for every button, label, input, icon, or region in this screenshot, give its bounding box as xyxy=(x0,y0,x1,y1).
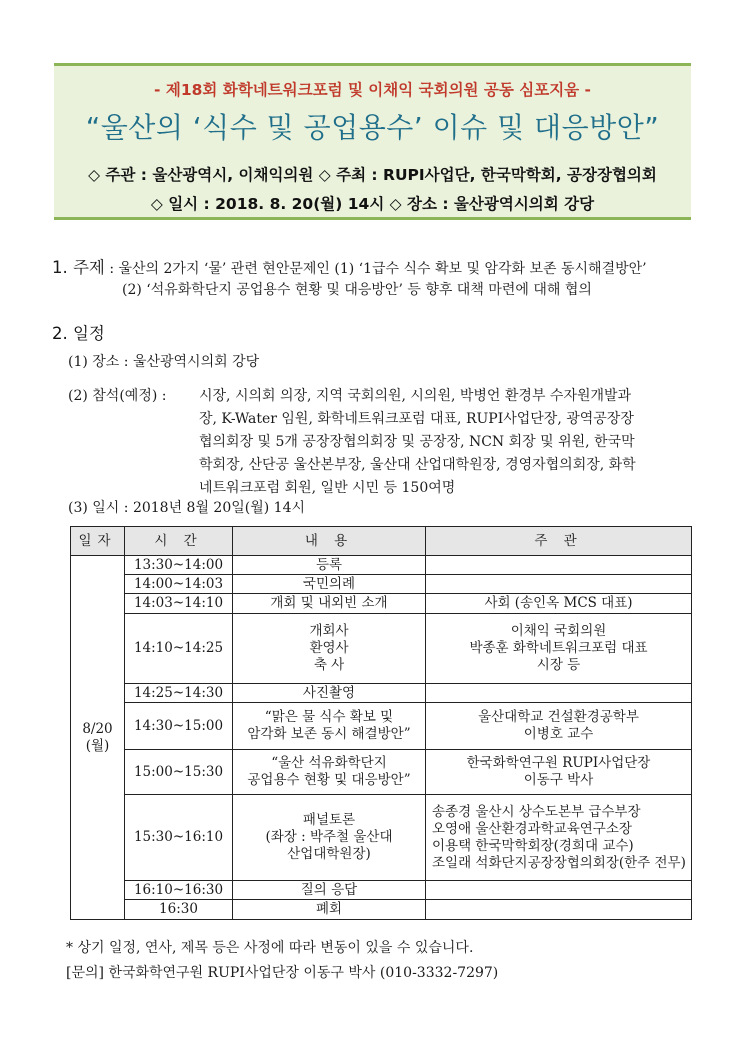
host-line: 이병호 교수 xyxy=(523,726,594,742)
content-cell xyxy=(233,556,426,575)
table-header-row xyxy=(71,527,692,556)
date-cell-line: 8/20 xyxy=(82,720,113,737)
time-cell: 13:30~14:00 xyxy=(125,556,233,575)
schedule-venue: (1) 장소 : 울산광역시의회 강당 xyxy=(68,354,260,370)
content-cell xyxy=(233,900,426,920)
host-cell xyxy=(426,594,692,614)
banner-subtitle: - 제18회 화학네트워크포럼 및 이채익 국회의원 공동 심포지움 - xyxy=(154,81,591,99)
host-cell xyxy=(426,703,692,750)
content-line: 질의 응답 xyxy=(300,881,358,898)
attendees-line: 네트워크포럼 회원, 일반 시민 등 150여명 xyxy=(199,480,456,496)
table-row xyxy=(71,703,692,750)
date-cell xyxy=(71,556,125,920)
content-line: 암각화 보존 동시 해결방안” xyxy=(247,726,411,742)
content-line: 환영사 xyxy=(309,640,349,656)
time-cell: 16:30 xyxy=(125,900,233,920)
attendees-list xyxy=(199,385,704,500)
header-host: 주 관 xyxy=(426,527,692,556)
banner-title: “울산의 ‘식수 및 공업용수’ 이슈 및 대응방안” xyxy=(85,111,660,144)
content-line: 등록 xyxy=(315,556,343,573)
time-cell: 14:30~15:00 xyxy=(125,703,233,750)
table-row xyxy=(71,594,692,614)
table-row xyxy=(71,795,692,881)
attendees-label: (2) 참석(예정) : xyxy=(68,388,167,404)
content-line: 패널토론 xyxy=(302,812,356,828)
banner-datetime-venue: ◇ 일시 : 2018. 8. 20(월) 14시 ◇ 장소 : 울산광역시의회 강당 xyxy=(150,195,595,213)
content-line: 사진촬영 xyxy=(302,684,356,701)
table-row xyxy=(71,750,692,795)
schedule-table xyxy=(70,526,692,920)
banner-organizers: ◇ 주관 : 울산광역시, 이채익의원 ◇ 주최 : RUPI사업단, 한국막학회, 공장장협의회 xyxy=(88,166,657,184)
time-cell: 16:10~16:30 xyxy=(125,881,233,900)
time-cell: 14:10~14:25 xyxy=(125,614,233,684)
header-content: 내 용 xyxy=(233,527,426,556)
content-line: (좌장 : 박주철 울산대 xyxy=(265,829,393,845)
host-cell xyxy=(426,556,692,575)
table-row xyxy=(71,881,692,900)
table-row xyxy=(71,900,692,920)
host-cell xyxy=(426,684,692,703)
host-line: 이용택 한국막학회장(경희대 교수) xyxy=(432,837,634,854)
content-line: 축 사 xyxy=(313,657,345,673)
host-cell xyxy=(426,614,692,684)
theme-line-1: : 울산의 2가지 ‘물’ 관련 현안문제인 (1) ‘1급수 식수 확보 및 암각화 보존 동시해결방안’ xyxy=(109,261,647,277)
content-cell xyxy=(233,575,426,594)
content-cell xyxy=(233,881,426,900)
host-line: 이동구 박사 xyxy=(523,772,594,788)
host-line: 이채익 국회의원 xyxy=(510,623,607,639)
content-line: “맑은 물 식수 확보 및 xyxy=(264,709,394,725)
content-cell xyxy=(233,703,426,750)
content-line: 폐회 xyxy=(315,901,343,917)
table-row xyxy=(71,575,692,594)
host-line: 사회 (송인옥 MCS 대표) xyxy=(484,595,633,611)
time-cell: 14:00~14:03 xyxy=(125,575,233,594)
content-line: 국민의례 xyxy=(302,575,356,592)
attendees-line: 학회장, 산단공 울산본부장, 울산대 산업대학원장, 경영자협의회장, 화학 xyxy=(199,457,636,473)
host-line: 조일래 석화단지공장장협의회장(한주 전무) xyxy=(432,854,686,871)
content-line: “울산 석유화학단지 xyxy=(271,755,387,771)
host-line: 울산대학교 건설환경공학부 xyxy=(478,709,639,725)
host-line: 박종훈 화학네트워크포럼 대표 xyxy=(469,640,648,656)
date-cell-line: (월) xyxy=(85,737,110,754)
table-row xyxy=(71,684,692,703)
host-line: 오영애 울산환경과학교육연구소장 xyxy=(432,820,632,837)
time-cell: 14:03~14:10 xyxy=(125,594,233,614)
content-cell xyxy=(233,750,426,795)
host-cell xyxy=(426,750,692,795)
host-line: 송종경 울산시 상수도본부 급수부장 xyxy=(432,803,641,820)
table-row xyxy=(71,556,692,575)
content-cell xyxy=(233,795,426,881)
content-line: 개회사 xyxy=(309,623,349,639)
table-row xyxy=(71,614,692,684)
theme-section xyxy=(52,256,722,281)
attendees-line: 시장, 시의회 의장, 지역 국회의원, 시의원, 박병언 환경부 수자원개발과 xyxy=(199,388,632,404)
content-line: 개회 및 내외빈 소개 xyxy=(270,595,388,611)
content-line: 산업대학원장) xyxy=(287,846,371,862)
time-cell: 15:30~16:10 xyxy=(125,795,233,881)
content-cell xyxy=(233,614,426,684)
header-time: 시 간 xyxy=(125,527,233,556)
header-banner xyxy=(54,63,691,220)
attendees-line: 협의회장 및 5개 공장장협의회장 및 공장장, NCN 회장 및 위원, 한국막 xyxy=(199,434,635,450)
host-line: 한국화학연구원 RUPI사업단장 xyxy=(466,755,651,771)
theme-heading: 1. 주제 xyxy=(52,258,105,277)
content-line: 공업용수 현황 및 대응방안” xyxy=(247,772,411,788)
host-cell xyxy=(426,795,692,881)
time-cell: 14:25~14:30 xyxy=(125,684,233,703)
header-date: 일자 xyxy=(71,527,125,556)
host-cell xyxy=(426,575,692,594)
schedule-heading: 2. 일정 xyxy=(52,324,105,343)
footer-note: * 상기 일정, 연사, 제목 등은 사정에 따라 변동이 있을 수 있습니다. xyxy=(66,940,474,956)
schedule-datetime: (3) 일시 : 2018년 8월 20일(월) 14시 xyxy=(68,500,306,516)
host-line: 시장 등 xyxy=(536,657,581,673)
host-cell xyxy=(426,881,692,900)
footer-contact: [문의] 한국화학연구원 RUPI사업단장 이동구 박사 (010-3332-7297) xyxy=(66,965,499,981)
attendees-line: 장, K-Water 임원, 화학네트워크포럼 대표, RUPI사업단장, 광역공장장 xyxy=(199,411,634,427)
host-cell xyxy=(426,900,692,920)
time-cell: 15:00~15:30 xyxy=(125,750,233,795)
content-cell xyxy=(233,594,426,614)
content-cell xyxy=(233,684,426,703)
theme-line-2: (2) ‘석유화학단지 공업용수 현황 및 대응방안’ 등 향후 대책 마련에 대해 협의 xyxy=(122,282,592,298)
